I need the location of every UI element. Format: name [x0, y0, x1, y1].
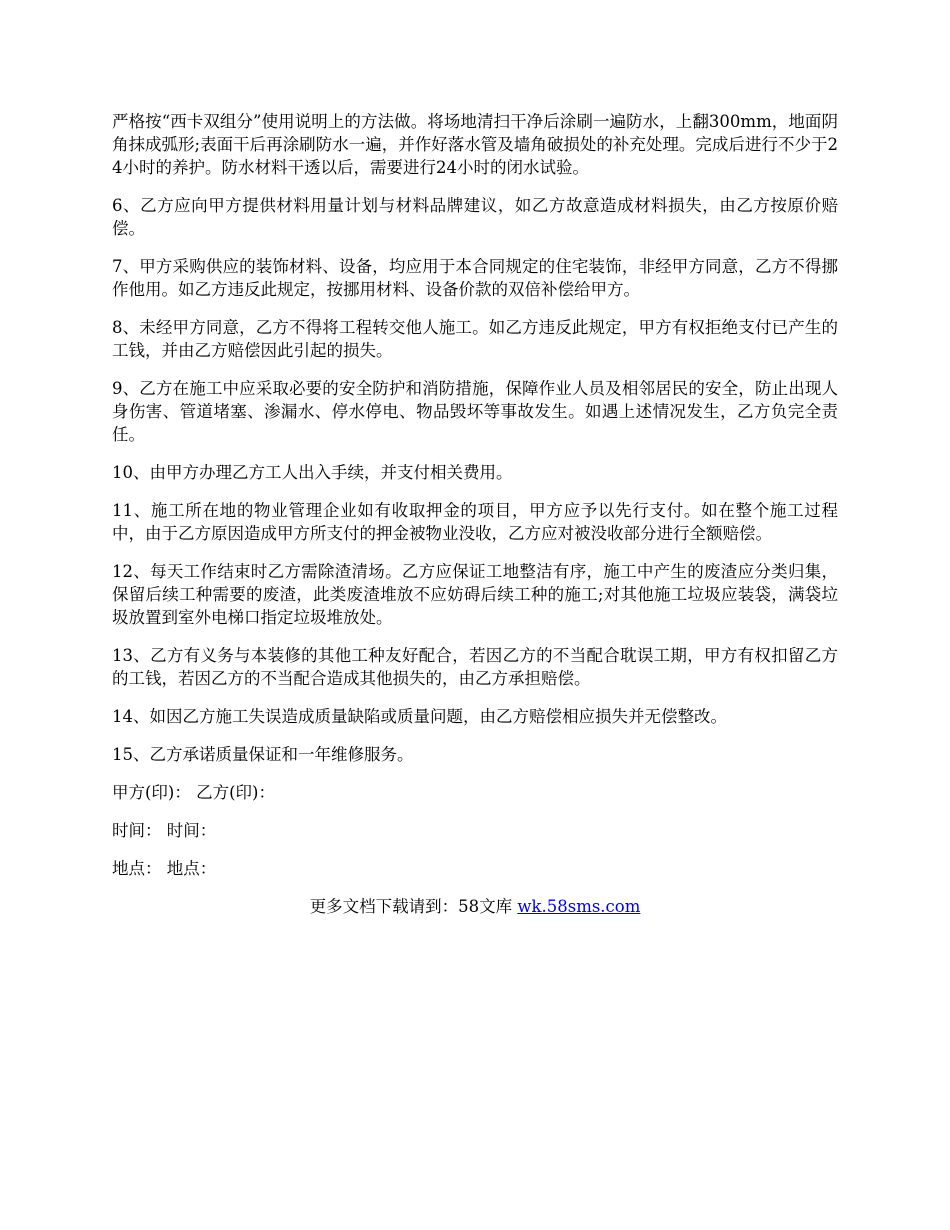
footer-link[interactable]: wk.58sms.com — [517, 897, 641, 916]
paragraph-clause-8: 8、未经甲方同意，乙方不得将工程转交他人施工。如乙方违反此规定，甲方有权拒绝支付已产生的工钱，并由乙方赔偿因此引起的损失。 — [112, 318, 838, 360]
signature-place-line: 地点： 地点： — [112, 859, 217, 878]
paragraph-clause-10: 10、由甲方办理乙方工人出入手续，并支付相关费用。 — [112, 463, 513, 482]
paragraph-clause-14: 14、如因乙方施工失误造成质量缺陷或质量问题，由乙方赔偿相应损失并无偿整改。 — [112, 707, 727, 726]
paragraph-clause-7: 7、甲方采购供应的装饰材料、设备，均应用于本合同规定的住宅装饰，非经甲方同意，乙方不得挪作他用。如乙方违反此规定，按挪用材料、设备价款的双倍补偿给甲方。 — [112, 257, 838, 299]
paragraph-clause-13: 13、乙方有义务与本装修的其他工种友好配合，若因乙方的不当配合耽误工期，甲方有权扣留乙方的工钱，若因乙方的不当配合造成其他损失的，由乙方承担赔偿。 — [112, 646, 838, 688]
paragraph-clause-6: 6、乙方应向甲方提供材料用量计划与材料品牌建议，如乙方故意造成材料损失，由乙方按原价赔偿。 — [112, 196, 838, 238]
paragraph-waterproofing: 严格按“西卡双组分”使用说明上的方法做。将场地清扫干净后涂刷一遍防水，上翻300mm，地面阴角抹成弧形;表面干后再涂刷防水一遍，并作好落水管及墙角破损处的补充处理。完成后进行不少于24小时的养护。防水材料干透以后，需要进行24小时的闭水试验。 — [112, 112, 838, 177]
paragraph-clause-15: 15、乙方承诺质量保证和一年维修服务。 — [112, 745, 414, 764]
footer-text: 更多文档下载请到：58文库 — [309, 897, 518, 916]
download-footer — [112, 895, 838, 918]
paragraph-clause-9: 9、乙方在施工中应采取必要的安全防护和消防措施，保障作业人员及相邻居民的安全，防止出现人身伤害、管道堵塞、渗漏水、停水停电、物品毁坏等事故发生。如遇上述情况发生，乙方负完全责任。 — [112, 379, 838, 444]
paragraph-clause-12: 12、每天工作结束时乙方需除渣清场。乙方应保证工地整洁有序，施工中产生的废渣应分类归集，保留后续工种需要的废渣，此类废渣堆放不应妨碍后续工种的施工;对其他施工垃圾应装袋，满袋垃圾放置到室外电梯口指定垃圾堆放处。 — [112, 562, 838, 627]
signature-time-line: 时间： 时间： — [112, 821, 217, 840]
paragraph-clause-11: 11、施工所在地的物业管理企业如有收取押金的项目，甲方应予以先行支付。如在整个施工过程中，由于乙方原因造成甲方所支付的押金被物业没收，乙方应对被没收部分进行全额赔偿。 — [112, 501, 838, 543]
signature-party-line: 甲方(印)： 乙方(印)： — [112, 783, 275, 802]
